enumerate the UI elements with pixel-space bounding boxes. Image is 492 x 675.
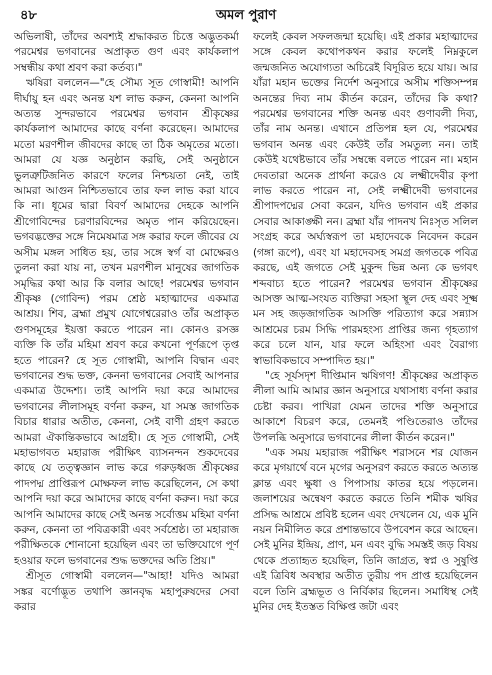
paragraph: "হে সূর্যসদৃশ দীপ্তিমান ঋষিগণ! শ্রীকৃষ্ণের অপ্রাকৃত লীলা আমি আমার জ্ঞান অনুসারে যথাসাধ্য বর্ণনা করার চেষ্টা করব। পাখিরা যেমন তাদের শক্তি অনুসারে আকাশে বিচরণ করে, তেমনই পণ্ডিতেরাও তাঁদের উপলব্ধি অনুসারে ভগবানের লীলা কীর্তন করেন।" — [253, 369, 478, 444]
paragraph: ঋষিরা বললেন—"হে সৌম্য সূত গোস্বামী! আপনি দীর্ঘায়ু হন এবং অনন্ত যশ লাভ করুন, কেননা আপনি অত্যন্ত সুন্দরভাবে পরমেশ্বর ভগবান শ্রীকৃষ্ণের কার্যকলাপ আমাদের কাছে বর্ণনা করেছেন। আমাদের মতো মরণশীল জীবদের কাছে তা ঠিক অমৃতের মতো। আমরা যে যজ্ঞ অনুষ্ঠান করছি, সেই অনুষ্ঠানে ভুলত্রুটিজনিত কারণে ফলের নিশ্চয়তা নেই, তাই আমরা আগুন নিশ্চিতভাবে তার ফল লাভ করা যাবে কি না। ধূমের দ্বারা বিবর্ণ আমাদের দেহকে আপনি শ্রীগোবিন্দের চরণারবিন্দের অমৃত পান করিয়েছেন। ভগবদ্ভক্তের সঙ্গে নিমেষমাত্র সঙ্গ করার ফলে জীবের যে অসীম মঙ্গল সাধিত হয়, তার সঙ্গে স্বর্গ বা মোক্ষেরও তুলনা করা যায় না, তখন মরণশীল মানুষের জাগতিক সমৃদ্ধির কথা আর কি বলার আছে! পরমেশ্বর ভগবান শ্রীকৃষ্ণ (গোবিন্দ) পরম শ্রেষ্ঠ মহাত্মাদের একমাত্র আশ্রয়। শিব, ব্রহ্মা প্রমুখ যোগেশ্বরেরাও তাঁর অপ্রাকৃত গুণসমূহের ইয়ত্তা করতে পারেন না। কোনও রসজ্ঞ ব্যক্তি কি তাঁর মহিমা শ্রবণ করে কখনো পূর্ণরূপে তৃপ্ত হতে পারেন? হে সূত গোস্বামী, আপনি বিদ্বান এবং ভগবানের শুদ্ধ ভক্ত, কেননা ভগবানের সেবাই আপনার একমাত্র উদ্দেশ্য। তাই আপনি দয়া করে আমাদের ভগবানের লীলাসমূহ বর্ণনা করুন, যা সমস্ত জাগতিক বিচার ধারার অতীত, কেননা, সেই বাণী গ্রহণ করতে আমরা ঐকান্তিকভাবে আগ্রহী। হে সূত গোস্বামী, সেই মহাভাগবত মহারাজ পরীক্ষিৎ ব্যাসনন্দন শুকদেবের কাছে যে তত্ত্বজ্ঞান লাভ করে গরুড়ধ্বজ শ্রীকৃষ্ণের পাদপদ্ম প্রাপ্তিরূপ মোক্ষফল লাভ করেছিলেন, সে কথা আপনি দয়া করে আমাদের কাছে বর্ণনা করুন। দয়া করে আপনি আমাদের কাছে সেই অনন্ত সর্বোত্তম মহিমা বর্ণনা করুন, কেননা তা পবিত্রকারী এবং সর্বশ্রেষ্ঠ। তা মহারাজ পরীক্ষিতকে শোনানো হয়েছিল এবং তা ভক্তিযোগে পূর্ণ হওয়ার ফলে ভগবানের শুদ্ধ ভক্তদের অতি প্রিয়।" — [14, 77, 239, 567]
paragraph: ফলেই কেবল সফলজন্মা হয়েছি। এই প্রকার মহাত্মাদের সঙ্গে কেবল কথোপকথন করার ফলেই নিম্নকুলে জন্মজনিত অযোগ্যতা অচিরেই বিদূরিত হয়ে যায়। আর যাঁরা মহান ভক্তের নির্দেশ অনুসারে অসীম শক্তিসম্পন্ন অনন্তের দিব্য নাম কীর্তন করেন, তাঁদের কি কথা? পরমেশ্বর ভগবানের শক্তি অনন্ত এবং গুণাবলী দিব্য, তাঁর নাম অনন্ত। এখানে প্রতিপন্ন হল যে, পরমেশ্বর ভগবান অনন্ত এবং কেউই তাঁর সমতুল্য নন। তাই কেউই যথেষ্টভাবে তাঁর সম্বন্ধে বলতে পারেন না। মহান দেবতারা অনেক প্রার্থনা করেও যে লক্ষ্মীদেবীর কৃপা লাভ করতে পারেন না, সেই লক্ষ্মীদেবী ভগবানের শ্রীপাদপদ্মের সেবা করেন, যদিও ভগবান এই প্রকার সেবার আকাঙ্ক্ষী নন। ব্রহ্মা যাঁর পাদনখ নিঃসৃত সলিল সংগ্রহ করে অর্ঘ্যস্বরূপ তা মহাদেবকে নিবেদন করেন (গঙ্গা রূপে), এবং যা মহাদেবসহ সমগ্র জগতকে পবিত্র করছে, এই জগতে সেই মুকুন্দ ভিন্ন অন্য কে ভগবৎ শব্দবাচ্য হতে পারেন? পরমেশ্বর ভগবান শ্রীকৃষ্ণের আসক্ত আত্ম-সংযত ব্যক্তিরা সহসা স্থূল দেহ এবং সূক্ষ্ম মন সহ জড়জাগতিক আসক্তি পরিত্যাগ করে সন্ন্যাস আশ্রমের চরম সিদ্ধি পারমহংস্য প্রাপ্তির জন্য গৃহত্যাগ করে চলে যান, যার ফলে অহিংসা এবং বৈরাগ্য স্বাভাবিকভাবে সম্পাদিত হয়।" — [253, 31, 478, 367]
running-title: অমল পুরাণ — [215, 8, 277, 23]
text-columns — [14, 30, 478, 670]
paragraph: শ্রীসূত গোস্বামী বললেন—"আহা! যদিও আমরা সঙ্কর বর্ণোদ্ভূত তথাপি জ্ঞানবৃদ্ধ মহাপুরুষদের সেবা করার — [14, 570, 239, 614]
paragraph: অভিলাষী, তাঁদের অবশ্যই শ্রদ্ধাকরত চিত্তে অদ্ভুতকর্মা পরমেশ্বর ভগবানের অপ্রাকৃত গুণ এবং কার্যকলাপ সম্বন্ধীয় কথা শ্রবণ করা কর্তব্য।" — [14, 31, 239, 74]
left-column — [14, 30, 239, 670]
paragraph: "এক সময় মহারাজ পরীক্ষিৎ শরাসনে শর যোজন করে মৃগয়ার্থে বনে মৃগের অনুসরণ করতে করতে অত্যন্ত ক্লান্ত এবং ক্ষুধা ও পিপাসায় কাতর হয়ে পড়লেন। জলাশয়ের অন্বেষণ করতে করতে তিনি শমীক ঋষির প্রসিদ্ধ আশ্রমে প্রবিষ্ট হলেন এবং দেখলেন যে, এক মুনি নয়ন নিমীলিত করে প্রশান্তভাবে উপবেশন করে আছেন। সেই মুনির ইন্দ্রিয়, প্রাণ, মন এবং বুদ্ধি সমস্তই জড় বিষয় থেকে প্রত্যাহৃত হয়েছিল, তিনি জাগ্রত, স্বপ্ন ও সুষুপ্তি এই ত্রিবিধ অবস্থার অতীত তুরীয় পদ প্রাপ্ত হয়েছিলেন বলে তিনি ব্রহ্মভূত ও নির্বিকার ছিলেন। সমাধিস্থ সেই মুনির দেহ ইতস্তত বিক্ষিপ্ত জটা এবং — [253, 446, 478, 614]
page-number: ৪৮ — [20, 8, 37, 23]
right-column — [253, 30, 478, 670]
page-header — [14, 6, 478, 26]
